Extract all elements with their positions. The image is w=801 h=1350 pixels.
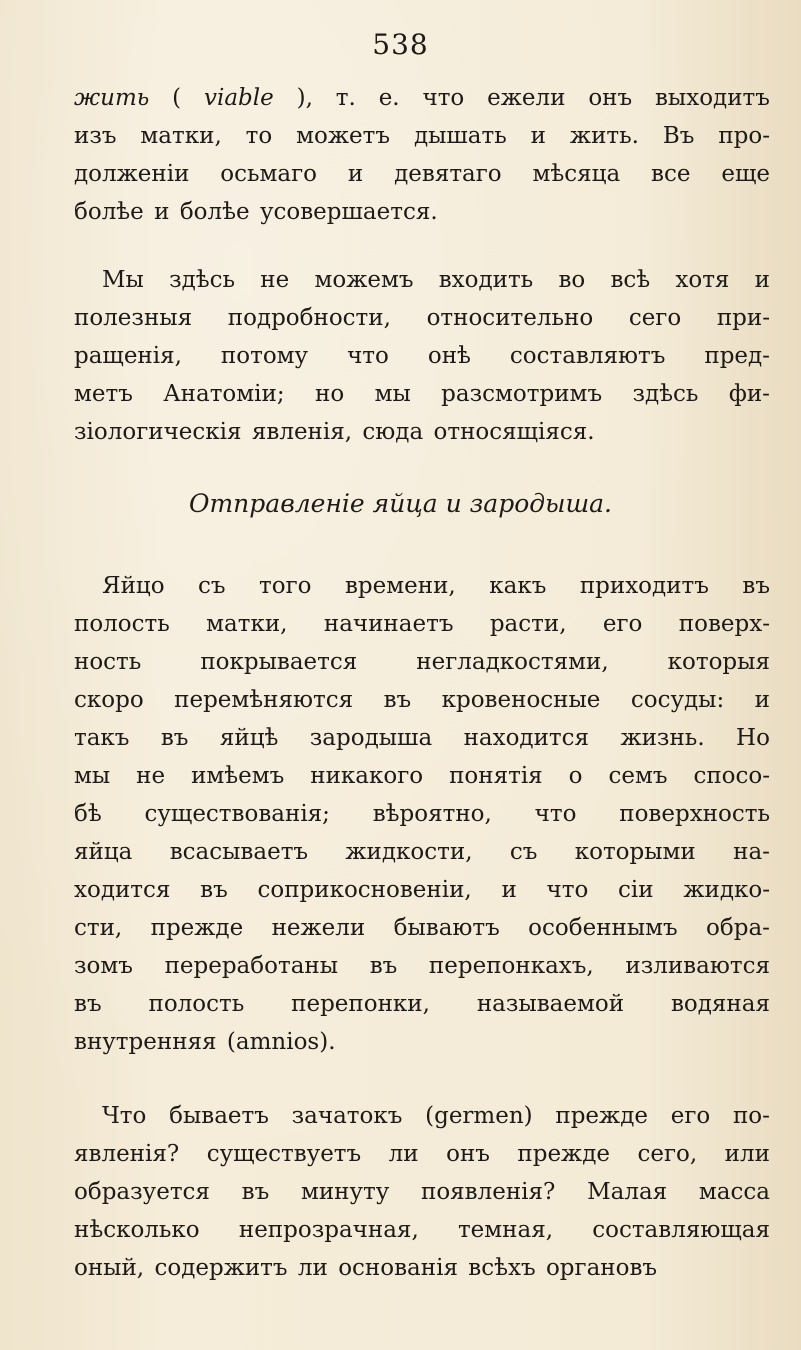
text-line: образуется въ минуту появленія? Малая масса	[74, 1179, 770, 1205]
text-line: ращенія, потому что онѣ составляютъ пред-	[74, 343, 770, 369]
paragraph	[74, 72, 770, 224]
text-line: мы не имѣемъ никакого понятія о семъ спосо-	[74, 763, 770, 789]
text-line: долженіи осьмаго и девятаго мѣсяца все еще	[74, 161, 770, 187]
text-line: зомъ переработаны въ перепонкахъ, изливаются	[74, 953, 770, 979]
text-line: Яйцо съ того времени, какъ приходитъ въ	[102, 573, 770, 599]
text-line: такъ въ яйцѣ зародыша находится жизнь. Но	[74, 725, 770, 751]
text-line: ность покрывается негладкостями, которыя	[74, 649, 770, 675]
text-line: болѣе и болѣе усовершается.	[74, 199, 438, 225]
paragraph	[74, 560, 770, 1054]
text-line: жить ( viable ), т. е. что ежели онъ выходитъ	[74, 85, 770, 111]
paragraph	[74, 1090, 770, 1280]
text-line: оный, содержитъ ли основанія всѣхъ органовъ	[74, 1255, 658, 1281]
text-line: внутренняя (amnios).	[74, 1029, 336, 1055]
text-line: метъ Анатоміи; но мы разсмотримъ здѣсь фи-	[74, 381, 770, 407]
text-line: въ полость перепонки, называемой водяная	[74, 991, 770, 1017]
text-line: зіологическія явленія, сюда относящіяся.	[74, 419, 595, 445]
text-line: бѣ существованія; вѣроятно, что поверхность	[74, 801, 770, 827]
text-line: явленія? существуетъ ли онъ прежде сего, или	[74, 1141, 770, 1167]
text-line: яйца всасываетъ жидкости, съ которыми на-	[74, 839, 770, 865]
text-line: сти, прежде нежели бываютъ особеннымъ обра-	[74, 915, 770, 941]
page-number: 538	[372, 28, 429, 61]
text-line: Что бываетъ зачатокъ (germen) прежде его по-	[102, 1103, 770, 1129]
text-line: нѣсколько непрозрачная, темная, составляющая	[74, 1217, 770, 1243]
text-line: скоро перемѣняются въ кровеносные сосуды: и	[74, 687, 770, 713]
text-line: полезныя подробности, относительно сего при-	[74, 305, 770, 331]
text-line: Мы здѣсь не можемъ входить во всѣ хотя и	[102, 267, 770, 293]
section-heading: Отправленіе яйца и зародыша.	[188, 489, 612, 518]
text-line: изъ матки, то можетъ дышать и жить. Въ про-	[74, 123, 770, 149]
text-line: полость матки, начинаетъ расти, его поверх-	[74, 611, 770, 637]
paragraph	[74, 254, 770, 444]
text-line: ходится въ соприкосновеніи, и что сіи жидко-	[74, 877, 770, 903]
